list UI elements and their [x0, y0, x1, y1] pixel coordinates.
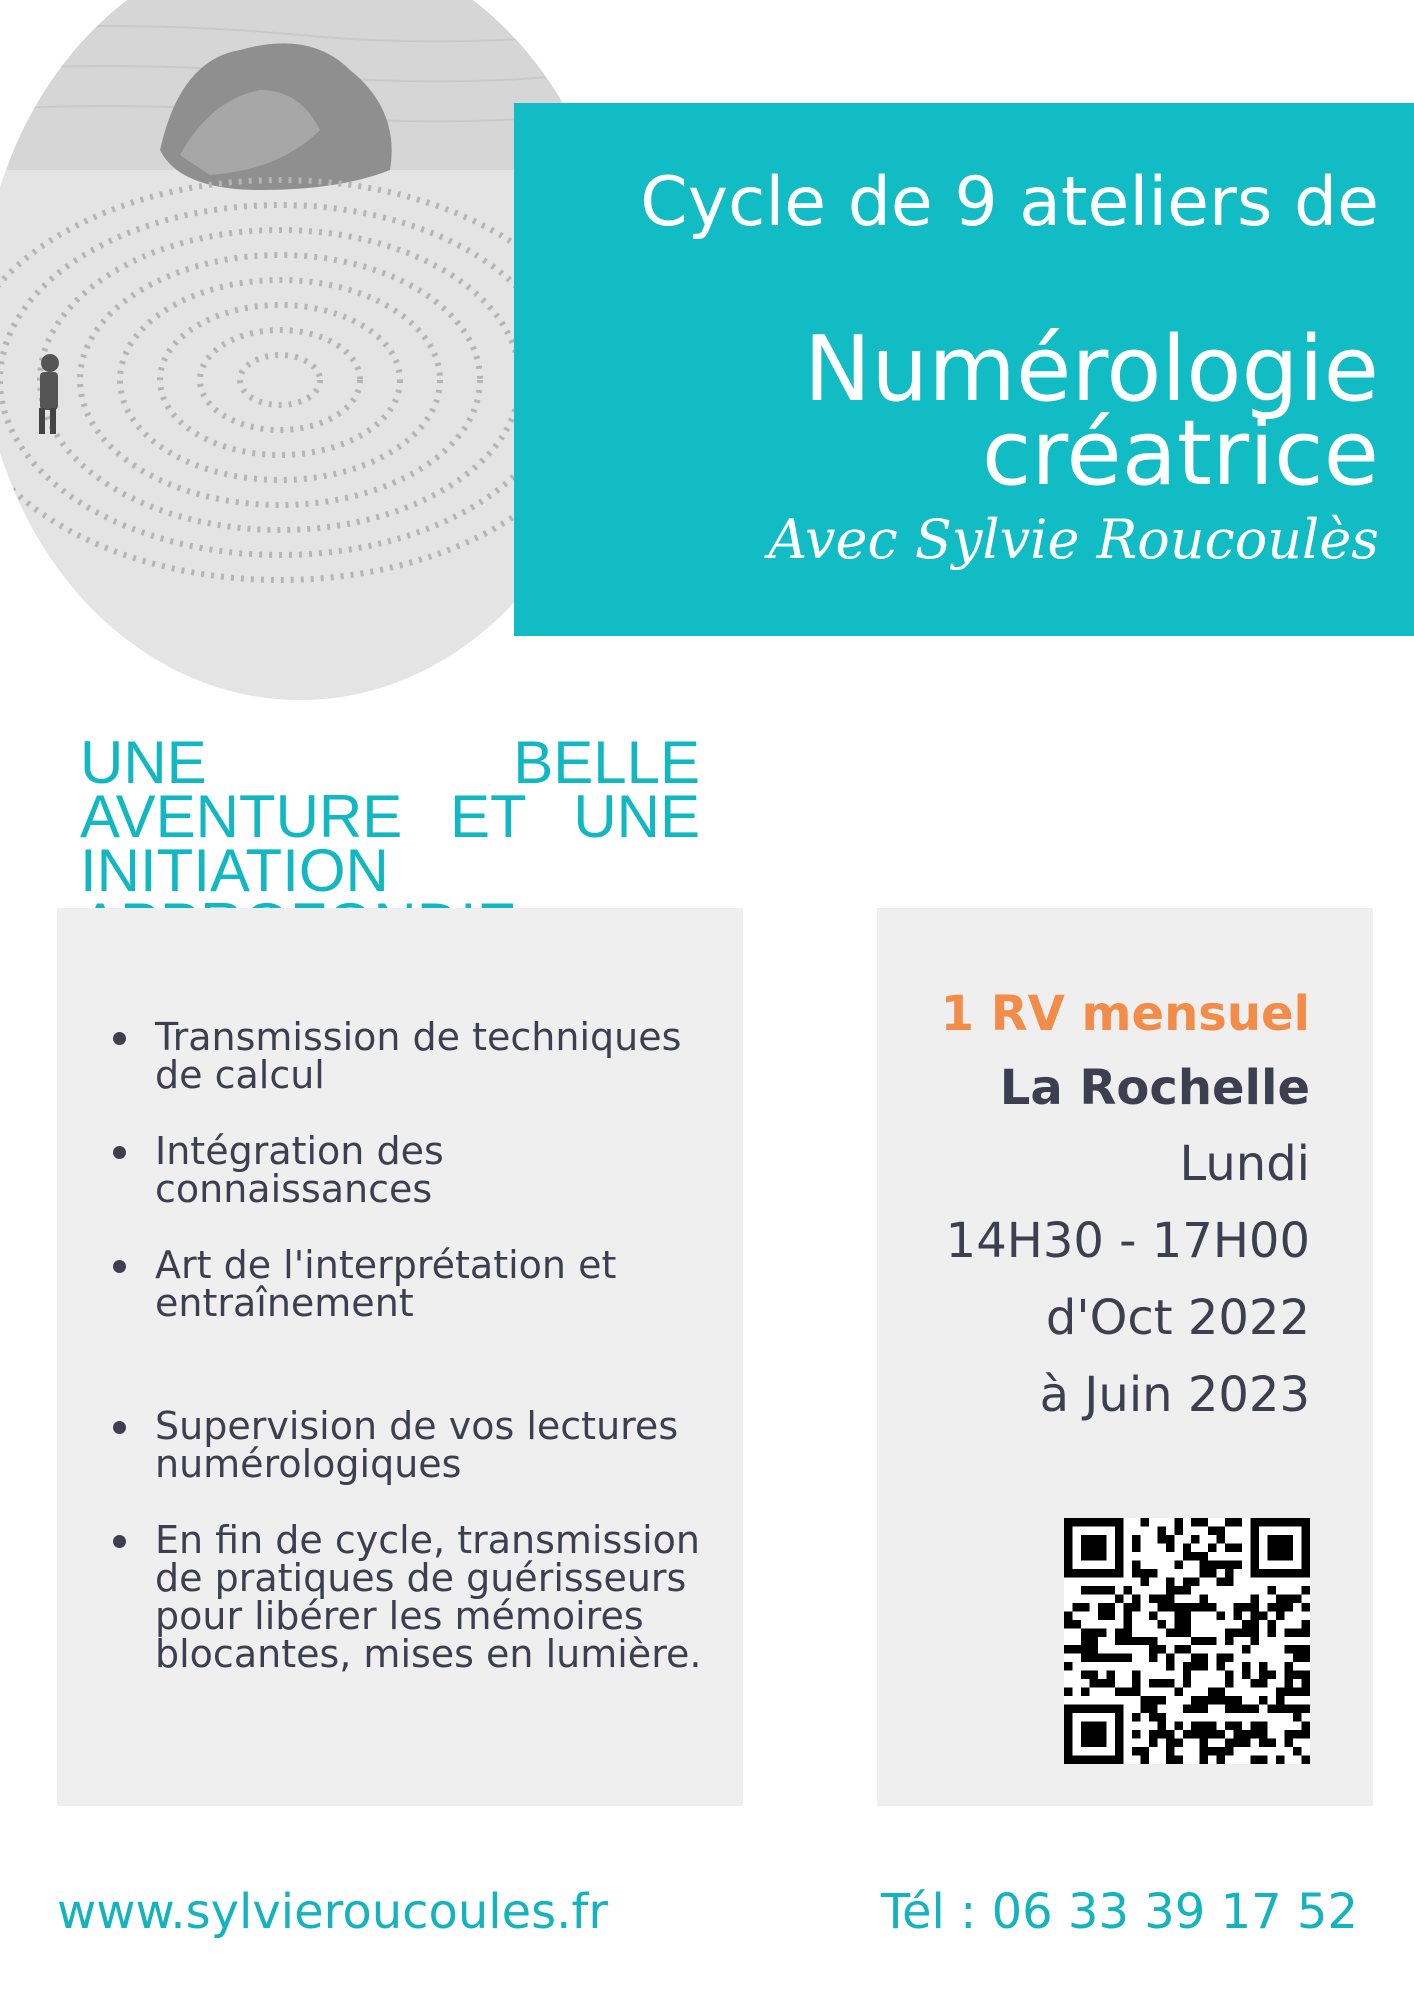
header-intro: Cycle de 9 ateliers de: [640, 163, 1379, 242]
bullet-icon: [113, 1260, 126, 1273]
bullet-icon: [113, 1146, 126, 1159]
frequency-label: 1 RV mensuel: [940, 986, 1310, 1042]
hours-label: 14H30 - 17H00: [945, 1213, 1310, 1269]
day-label: Lundi: [1179, 1136, 1310, 1192]
feature-text: En fin de cycle, transmission de pratiques de guérisseurs pour libérer les mémoires blocantes, mises en lumière.: [155, 1518, 702, 1676]
feature-item: [57, 1129, 743, 1211]
schedule-info: [941, 978, 1310, 1434]
bullet-icon: [113, 1032, 126, 1045]
title-line-2: créatrice: [981, 401, 1379, 506]
features-panel: [57, 908, 743, 1806]
author-line: Avec Sylvie Roucoulès: [768, 508, 1379, 571]
feature-item: [57, 1404, 743, 1486]
schedule-panel: [877, 908, 1373, 1806]
website-link[interactable]: www.sylvieroucoules.fr: [57, 1884, 609, 1940]
features-list: [57, 1015, 743, 1711]
qr-code-icon[interactable]: [1064, 1518, 1310, 1764]
feature-item: [57, 1518, 743, 1676]
feature-item: [57, 1243, 743, 1325]
city-label: La Rochelle: [999, 1060, 1310, 1116]
end-date-label: à Juin 2023: [1039, 1367, 1310, 1423]
feature-text: Intégration des connaissances: [155, 1129, 444, 1211]
phone-number[interactable]: Tél : 06 33 39 17 52: [880, 1884, 1358, 1940]
feature-item: [57, 1015, 743, 1097]
bullet-icon: [113, 1421, 126, 1434]
feature-text: Transmission de techniques de calcul: [155, 1015, 682, 1097]
feature-text: Supervision de vos lectures numérologiques: [155, 1404, 679, 1486]
page-title: [803, 317, 1379, 506]
start-date-label: d'Oct 2022: [1045, 1290, 1310, 1346]
header-banner: [514, 103, 1414, 636]
subtitle: UNE BELLE AVENTURE ET UNE INITIATION: [80, 729, 700, 904]
feature-text: Art de l'interprétation et entraînement: [155, 1243, 617, 1325]
title-line-1: Numérologie: [803, 317, 1379, 422]
bullet-icon: [113, 1535, 126, 1548]
